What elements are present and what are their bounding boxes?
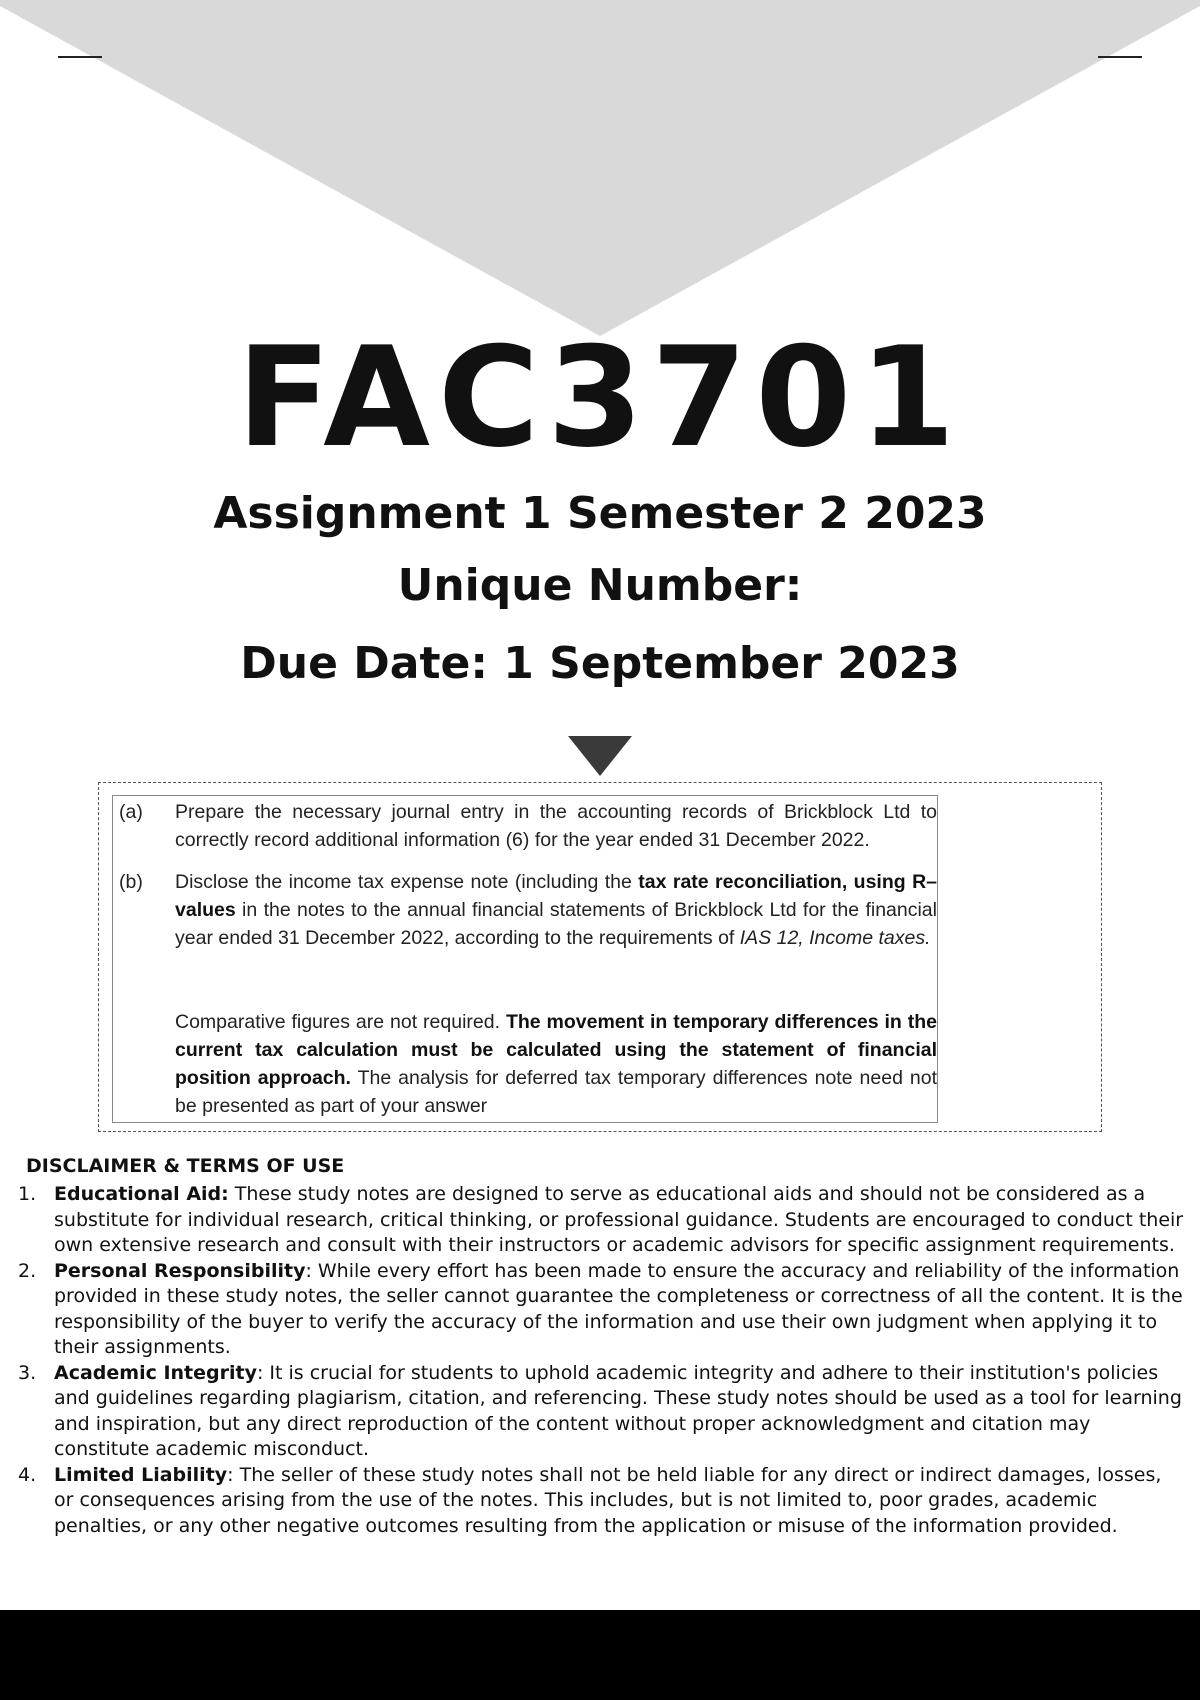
question-part-b-italic-1: IAS 12, Income taxes. bbox=[739, 927, 931, 949]
term-title: Limited Liability bbox=[54, 1463, 228, 1486]
chevron-banner-decoration bbox=[0, 0, 1200, 340]
question-note-text-2: The analysis for deferred tax temporary differences note need not be presented as part of your answer bbox=[175, 1067, 937, 1117]
due-date-label: Due Date: 1 September 2023 bbox=[240, 638, 960, 689]
assignment-subtitle: Assignment 1 Semester 2 2023 bbox=[213, 488, 987, 539]
unique-number-label: Unique Number: bbox=[397, 560, 803, 611]
question-part-b-note-text bbox=[175, 1008, 937, 1120]
term-item-3 bbox=[0, 1361, 1200, 1463]
term-item-4 bbox=[0, 1463, 1200, 1540]
term-text: : It is crucial for students to uphold academic integrity and adhere to their institution's policies and guidelines regarding plagiarism, citation, and referencing. These study notes should be used as a tool for learning and inspiration, but any direct reproduction of the content without proper acknowledgment and citation may constitute academic misconduct. bbox=[54, 1361, 1182, 1460]
term-number: 2. bbox=[18, 1259, 37, 1282]
term-number: 1. bbox=[18, 1183, 37, 1205]
term-text: : While every effort has been made to ensure the accuracy and reliability of the information provided in these study notes, the seller cannot guarantee the completeness or correctness of all the content. It is the responsibility of the buyer to verify the accuracy of the information and use their own judgment when applying it to their assignments. bbox=[54, 1259, 1183, 1358]
term-item-2 bbox=[0, 1259, 1200, 1361]
down-arrow-icon bbox=[568, 736, 632, 776]
term-text: : The seller of these study notes shall not be held liable for any direct or indirect damages, losses, or consequences arising from the use of the notes. This includes, but is not limited to, poor grades, academic penalties, or any other negative outcomes resulting from the application or misuse of the information provided. bbox=[54, 1463, 1162, 1537]
question-excerpt bbox=[112, 795, 938, 1123]
disclaimer-title: DISCLAIMER & TERMS OF USE bbox=[26, 1155, 345, 1177]
footer-bar bbox=[0, 1610, 1200, 1700]
term-item-1 bbox=[0, 1182, 1200, 1259]
question-part-b-text-2: in the notes to the annual financial statements of Brickblock Ltd for the financial year ended 31 December 2022, according to the requirements of bbox=[175, 899, 937, 949]
corner-mark-left bbox=[58, 56, 102, 58]
question-note-bold-1: The movement in temporary differences in the current tax calculation must be calculated using the statement of financial position approach. bbox=[175, 1011, 937, 1089]
term-number: 4. bbox=[18, 1463, 37, 1486]
term-title: Academic Integrity bbox=[54, 1361, 257, 1384]
question-part-b-text bbox=[175, 868, 937, 952]
chevron-shape bbox=[0, 0, 1200, 336]
terms-list bbox=[0, 1182, 1200, 1539]
question-part-a-text: Prepare the necessary journal entry in the accounting records of Brickblock Ltd to correctly record additional information (6) for the year ended 31 December 2022. bbox=[175, 801, 937, 851]
course-code-title: FAC3701 bbox=[236, 317, 964, 478]
term-text: These study notes are designed to serve as educational aids and should not be considered as a substitute for individual research, critical thinking, or professional guidance. Students are encouraged to conduct their own extensive research and consult with their instructors or academic advisors for specific assignment requirements. bbox=[54, 1183, 1184, 1256]
term-number: 3. bbox=[18, 1361, 37, 1384]
question-note-text-1: Comparative figures are not required. bbox=[175, 1011, 506, 1033]
question-part-b-text-1: Disclose the income tax expense note (including the bbox=[175, 871, 639, 893]
corner-mark-right bbox=[1098, 56, 1142, 58]
term-title: Educational Aid: bbox=[54, 1183, 229, 1205]
term-title: Personal Responsibility bbox=[54, 1259, 306, 1282]
question-part-a-letter: (a) bbox=[119, 801, 143, 823]
question-part-b-letter: (b) bbox=[119, 871, 143, 893]
question-part-b-bold-1: tax rate reconciliation, using R–values bbox=[175, 871, 937, 921]
